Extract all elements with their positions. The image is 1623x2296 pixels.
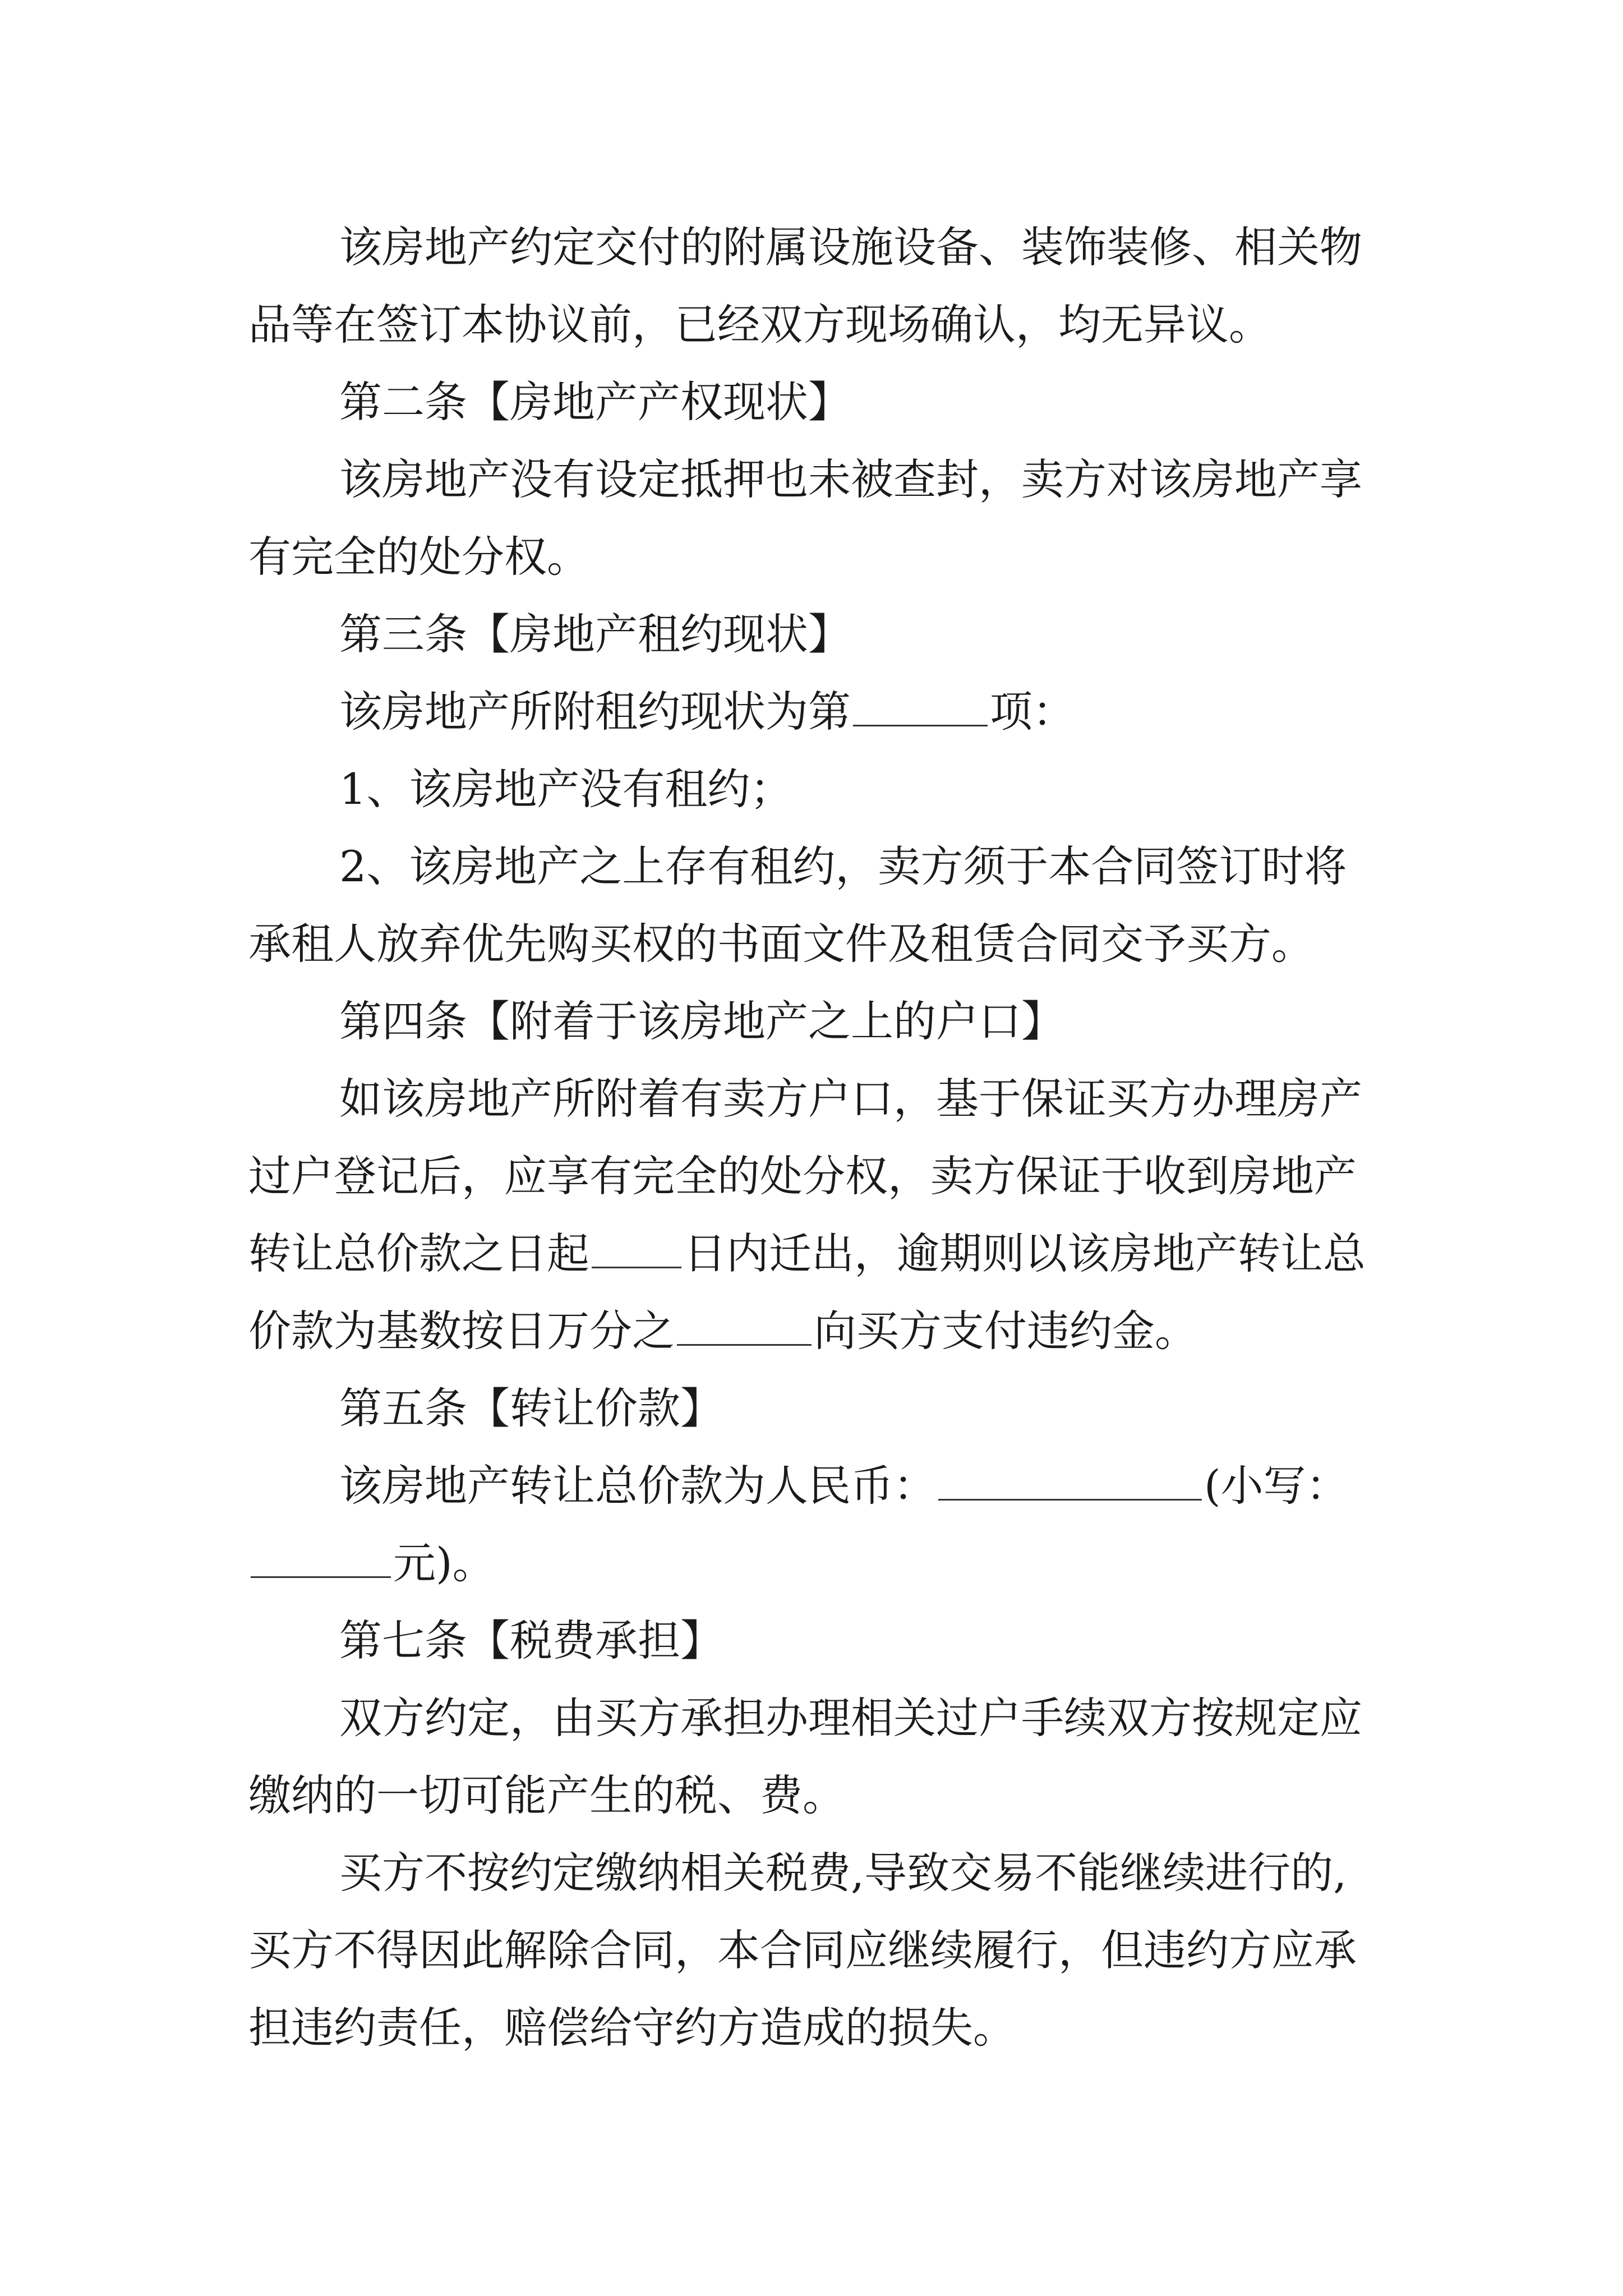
line-text-after-blank: 日内迁出，逾期则以该房地产转让总 [684,1228,1366,1278]
section-heading-article-3: 第三条【房地产租约现状】 [339,609,851,659]
line-text-after-blank: 项： [990,687,1075,737]
paragraph-line: 双方约定，由买方承担办理相关过户手续双方按规定应 [339,1693,1362,1743]
paragraph-line: 买方不得因此解除合同，本合同应继续履行，但违约方应承 [248,1925,1357,1975]
document-body [248,209,1381,2067]
paragraph-line: 缴纳的一切可能产生的税、费。 [248,1770,845,1820]
section-heading-article-5: 第五条【转让价款】 [339,1383,723,1433]
line-text-after-blank: 向买方支付违约金。 [814,1306,1197,1356]
line-text-before-blank: 转让总价款之日起 [248,1228,589,1278]
section-heading-article-2: 第二条【房地产产权现状】 [339,377,851,427]
paragraph-line: 过户登记后，应享有完全的处分权，卖方保证于收到房地产 [248,1151,1357,1201]
paragraph-line: 有完全的处分权。 [248,532,589,582]
line-text-after-blank: 元)。 [393,1538,495,1588]
paragraph-line [248,1215,1381,1292]
paragraph-line [248,1447,1381,1525]
fill-in-blank [938,1458,1202,1501]
line-text-after-blank: (小写： [1204,1461,1349,1511]
fill-in-blank [677,1304,811,1346]
section-heading-article-7: 第七条【税费承担】 [339,1616,723,1665]
paragraph-line: 承租人放弃优先购买权的书面文件及租赁合同交予买方。 [248,919,1314,969]
paragraph-line: 如该房地产所附着有卖方户口，基于保证买方办理房产 [339,1074,1362,1124]
paragraph-line [248,673,1381,751]
line-text-before-blank: 价款为基数按日万分之 [248,1306,675,1356]
paragraph-line: 担违约责任，赔偿给守约方造成的损失。 [248,2003,1016,2053]
paragraph-line: 该房地产约定交付的附属设施设备、装饰装修、相关物 [339,222,1362,272]
line-text-before-blank: 该房地产所附租约现状为第 [339,687,851,737]
fill-in-blank [853,684,988,726]
fill-in-blank [592,1226,681,1268]
paragraph-line: 买方不按约定缴纳相关税费,导致交易不能继续进行的, [339,1848,1347,1898]
paragraph-line: 该房地产没有设定抵押也未被查封，卖方对该房地产享 [339,454,1362,504]
list-item: 1、该房地产没有租约； [339,764,793,814]
paragraph-line: 品等在签订本协议前，已经双方现场确认，均无异议。 [248,300,1271,349]
line-text-before-blank: 该房地产转让总价款为人民币： [339,1461,936,1511]
section-heading-article-4: 第四条【附着于该房地产之上的户口】 [339,996,1064,1046]
paragraph-line [248,1525,1381,1602]
paragraph-line [248,1292,1381,1370]
fill-in-blank [251,1536,391,1578]
list-item: 2、该房地产之上存有租约，卖方须于本合同签订时将 [339,841,1347,891]
